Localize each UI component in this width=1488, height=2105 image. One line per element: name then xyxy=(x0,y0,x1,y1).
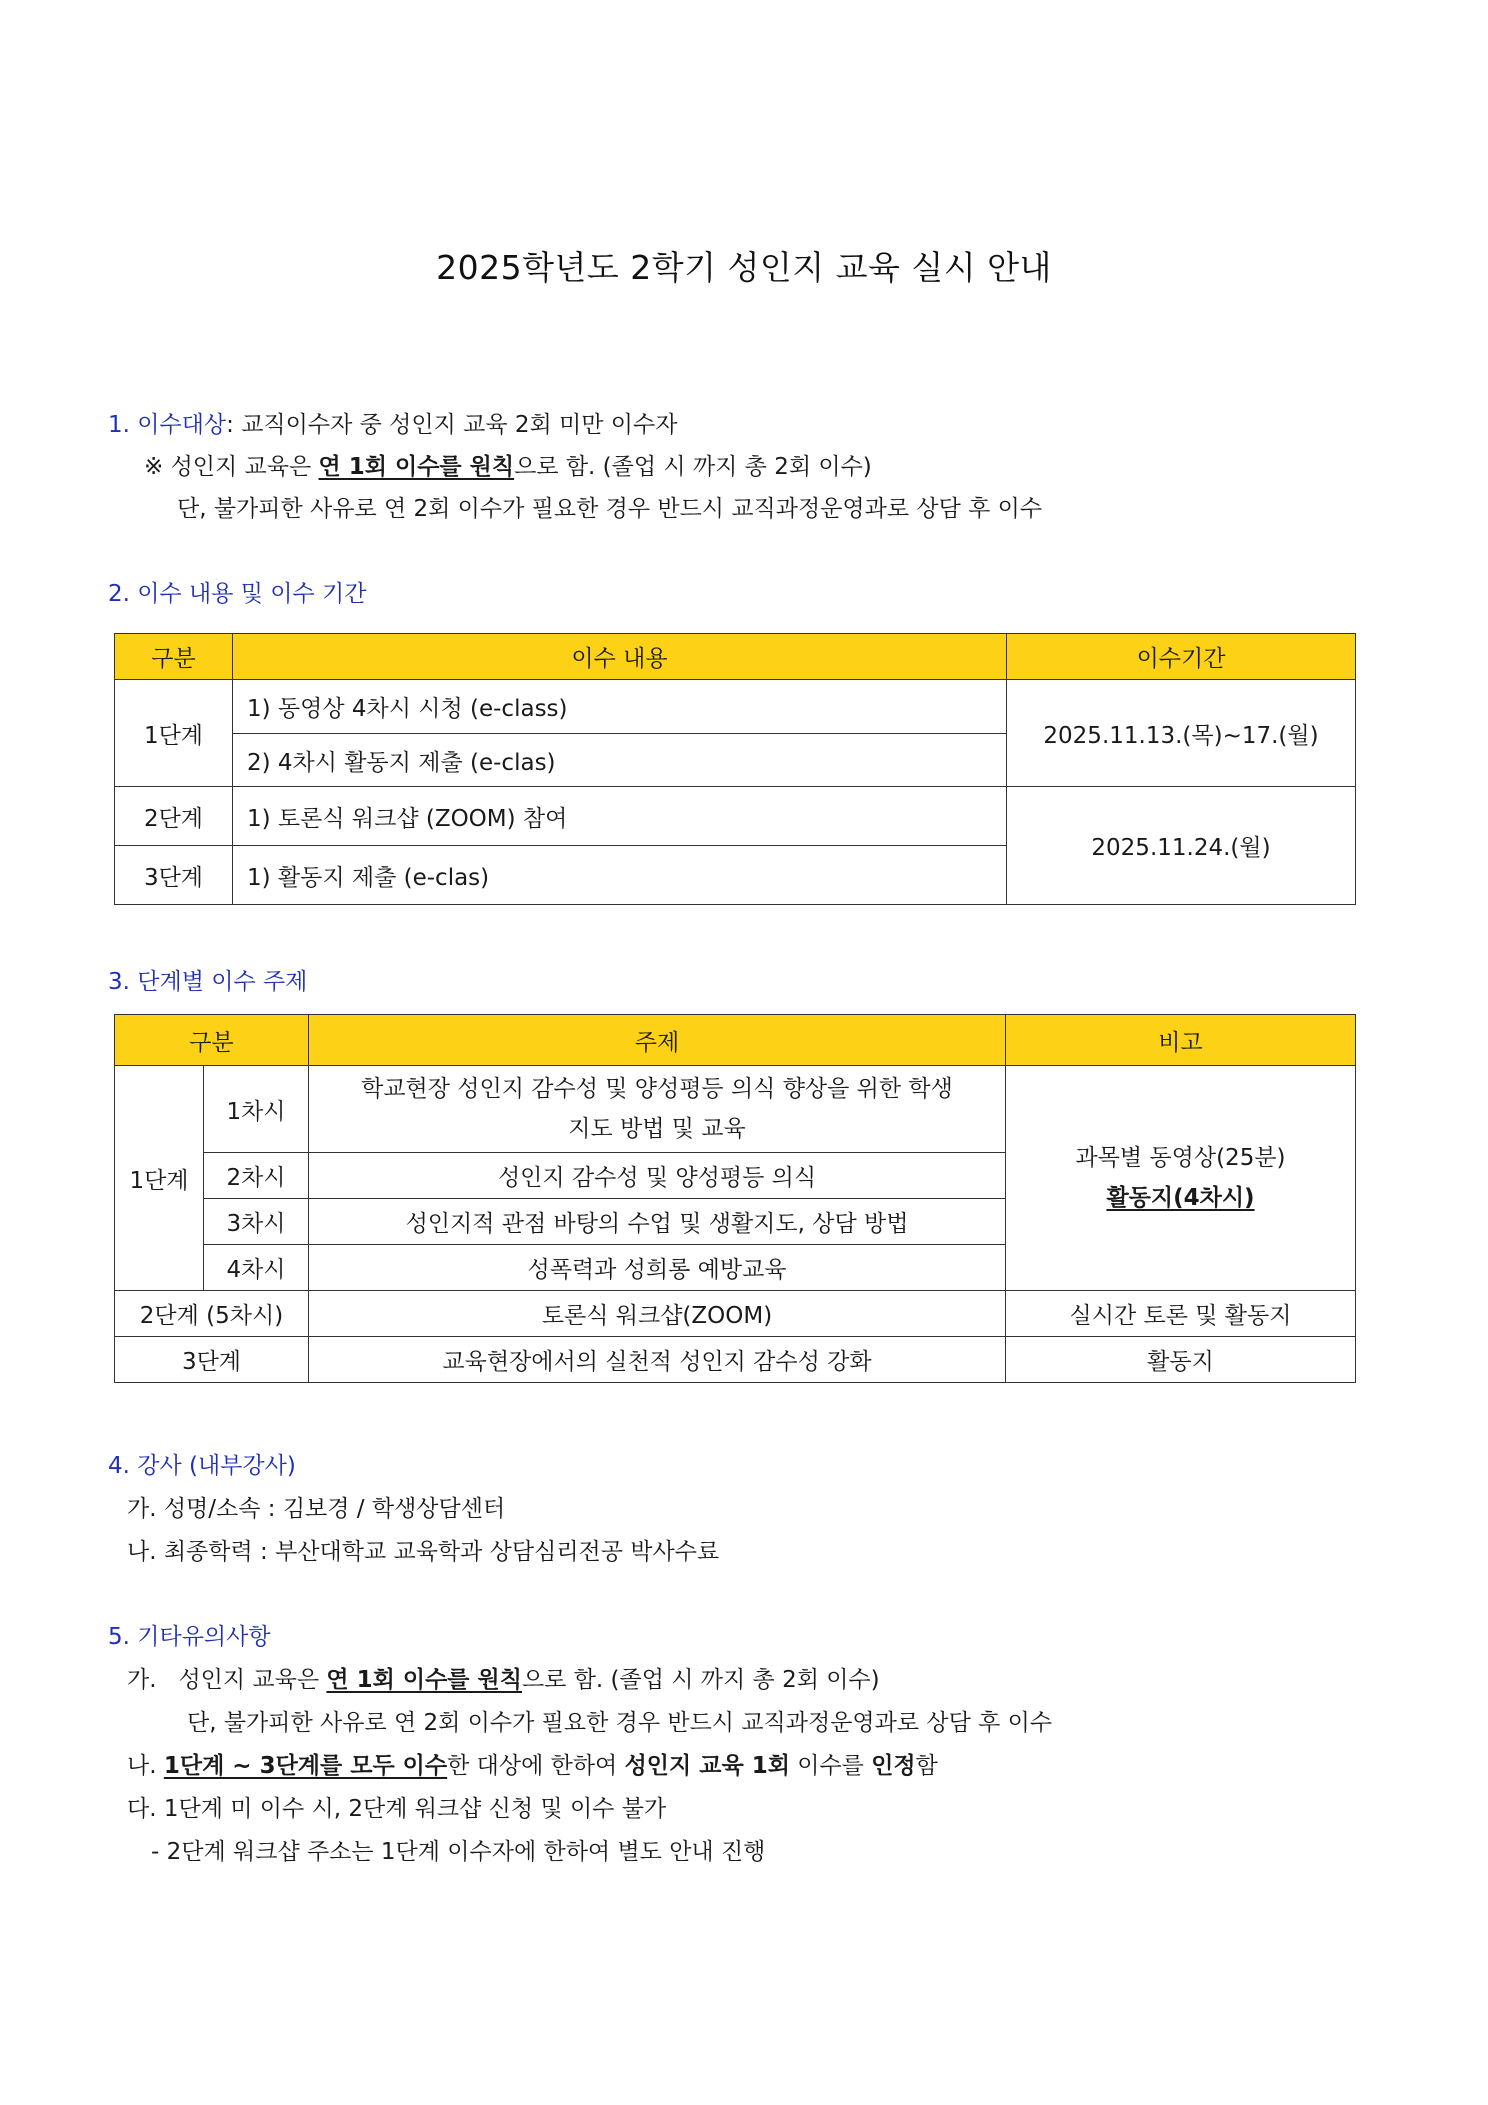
schedule-table xyxy=(114,633,1356,905)
session-topic: 성인지 감수성 및 양성평등 의식 xyxy=(309,1153,1006,1199)
session-label: 3차시 xyxy=(204,1199,309,1245)
na-bold2: 성인지 교육 1회 xyxy=(624,1753,790,1779)
session-topic-line2: 지도 방법 및 교육 xyxy=(568,1116,746,1142)
stage1-note-cell xyxy=(1006,1066,1356,1291)
ga-prefix: 가. 성인지 교육은 xyxy=(127,1667,327,1693)
stage3-cell: 3단계 xyxy=(115,846,233,905)
stage3-item: 1) 활동지 제출 (e-clas) xyxy=(233,846,1007,905)
table-row xyxy=(115,787,1356,846)
page-title: 2025학년도 2학기 성인지 교육 실시 안내 xyxy=(436,248,1052,287)
schedule-header-period: 이수기간 xyxy=(1007,634,1356,680)
note-suffix: 으로 함. (졸업 시 까지 총 2회 이수) xyxy=(514,454,872,480)
stage2-cell: 2단계 xyxy=(115,787,233,846)
topics-stage1-cell: 1단계 xyxy=(115,1066,204,1291)
section4-line-ga: 가. 성명/소속 : 김보경 / 학생상담센터 xyxy=(127,1496,506,1522)
session-topic: 성폭력과 성희롱 예방교육 xyxy=(309,1245,1006,1291)
stage2-item: 1) 토론식 워크샵 (ZOOM) 참여 xyxy=(233,787,1007,846)
session-topic: 성인지적 관점 바탕의 수업 및 생활지도, 상담 방법 xyxy=(309,1199,1006,1245)
session-topic-line1: 학교현장 성인지 감수성 및 양성평등 의식 향상을 위한 학생 xyxy=(361,1076,953,1102)
session-label: 2차시 xyxy=(204,1153,309,1199)
topics-header-note: 비고 xyxy=(1006,1015,1356,1066)
na-mid2: 이수를 xyxy=(789,1753,872,1779)
na-bold: 1단계 ~ 3단계를 모두 이수 xyxy=(163,1753,448,1779)
section4-line-na: 나. 최종학력 : 부산대학교 교육학과 상담심리전공 박사수료 xyxy=(127,1539,720,1565)
stage23-period: 2025.11.24.(월) xyxy=(1007,787,1356,905)
na-bold3: 인정 xyxy=(871,1753,916,1779)
section5-line-ga2: 단, 불가피한 사유로 연 2회 이수가 필요한 경우 반드시 교직과정운영과로 상담 후 이수 xyxy=(187,1710,1053,1736)
topics-header-topic: 주제 xyxy=(309,1015,1006,1066)
section1-heading xyxy=(108,410,677,440)
table-row xyxy=(115,680,1356,734)
stage1-period: 2025.11.13.(목)~17.(월) xyxy=(1007,680,1356,787)
section4-heading: 4. 강사 (내부강사) xyxy=(108,1453,296,1479)
topics-header-row xyxy=(115,1015,1356,1066)
note-prefix: ※ 성인지 교육은 xyxy=(144,454,319,480)
stage1-item1: 1) 동영상 4차시 시청 (e-class) xyxy=(233,680,1007,734)
stage1-note-line2: 활동지(4차시) xyxy=(1106,1185,1255,1211)
section1-note xyxy=(144,452,872,482)
session-topic xyxy=(309,1066,1006,1153)
section5-line-na xyxy=(127,1751,938,1781)
ga-bold: 연 1회 이수를 원칙 xyxy=(326,1667,522,1693)
schedule-header-content: 이수 내용 xyxy=(233,634,1007,680)
table-row xyxy=(115,1337,1356,1383)
na-prefix: 나. xyxy=(127,1753,164,1779)
note-bold: 연 1회 이수를 원칙 xyxy=(318,454,515,480)
schedule-header-category: 구분 xyxy=(115,634,233,680)
ga-suffix: 으로 함. (졸업 시 까지 총 2회 이수) xyxy=(521,1667,880,1693)
stage3-label: 3단계 xyxy=(115,1337,309,1383)
section1-heading-rest: : 교직이수자 중 성인지 교육 2회 미만 이수자 xyxy=(226,412,678,438)
stage3-note: 활동지 xyxy=(1006,1337,1356,1383)
section2-heading: 2. 이수 내용 및 이수 기간 xyxy=(108,581,367,607)
stage1-cell: 1단계 xyxy=(115,680,233,787)
section1-note2: 단, 불가피한 사유로 연 2회 이수가 필요한 경우 반드시 교직과정운영과로 상담 후 이수 xyxy=(177,496,1043,522)
stage2-label: 2단계 (5차시) xyxy=(115,1291,309,1337)
table-row xyxy=(115,1066,1356,1153)
stage3-topic: 교육현장에서의 실천적 성인지 감수성 강화 xyxy=(309,1337,1006,1383)
session-label: 4차시 xyxy=(204,1245,309,1291)
topics-header-category: 구분 xyxy=(115,1015,309,1066)
table-row xyxy=(115,1291,1356,1337)
na-mid: 한 대상에 한하여 xyxy=(447,1753,625,1779)
stage2-note: 실시간 토론 및 활동지 xyxy=(1006,1291,1356,1337)
section5-line-dash: - 2단계 워크샵 주소는 1단계 이수자에 한하여 별도 안내 진행 xyxy=(151,1839,766,1865)
section1-heading-label: 1. 이수대상 xyxy=(108,412,227,438)
section5-heading: 5. 기타유의사항 xyxy=(108,1624,271,1650)
section5-line-ga xyxy=(127,1665,880,1695)
na-suffix: 함 xyxy=(915,1753,938,1779)
topics-table xyxy=(114,1014,1356,1383)
stage2-topic: 토론식 워크샵(ZOOM) xyxy=(309,1291,1006,1337)
stage1-item2: 2) 4차시 활동지 제출 (e-clas) xyxy=(233,734,1007,787)
section5-line-da: 다. 1단계 미 이수 시, 2단계 워크샵 신청 및 이수 불가 xyxy=(127,1796,667,1822)
stage1-note-line1: 과목별 동영상(25분) xyxy=(1075,1145,1286,1171)
schedule-header-row xyxy=(115,634,1356,680)
section3-heading: 3. 단계별 이수 주제 xyxy=(108,969,308,995)
session-label: 1차시 xyxy=(204,1066,309,1153)
